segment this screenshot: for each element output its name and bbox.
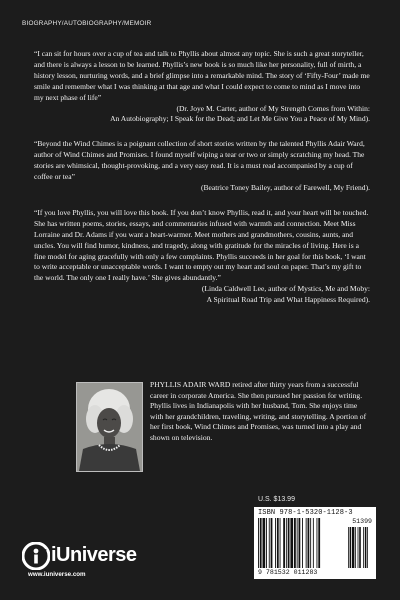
- endorsement-text: “I can sit for hours over a cup of tea and talk to Phyllis about almost any topic. She is such a great storyteller, and there is always a lesson to be learned. Phyllis’s new book is so much like her personality, full of mirth, a history lesson, nurturing words, and a brief glimpse into a remarkable mind. The story of ‘Fifty-Four’ made me smile and remember what I was thinking at that age and what I could expect to come to mind as I move into my next phase of life”: [34, 49, 370, 102]
- isbn-label: ISBN 978-1-5320-1128-3: [258, 509, 353, 517]
- iuniverse-logo-icon: [22, 542, 50, 570]
- endorsement-attribution: (Linda Caldwell Lee, author of Mystics, Me and Moby:: [201, 284, 370, 294]
- publisher-url: www.iuniverse.com: [28, 571, 86, 578]
- addon-digits: 51399: [352, 518, 372, 525]
- isbn-barcode: [254, 507, 376, 579]
- endorsement-attribution: (Beatrice Toney Bailey, author of Farewell, My Friend).: [200, 182, 370, 192]
- isbn-digits: 9 781532 011283: [258, 569, 318, 576]
- barcode-bars: [258, 518, 372, 568]
- endorsement-attribution: A Spiritual Road Trip and What Happiness Required).: [206, 295, 370, 305]
- endorsement-1: [34, 49, 370, 125]
- author-bio: PHYLLIS ADAIR WARD retired after thirty years from a successful career in corporate America. She then pursued her passion for writing. Phyllis lives in Indianapolis with her husband, Tom. She enjoys time with her grandchildren, traveling, writing, and storytelling. A portion of her first book, Wind Chimes and Promises, was turned into a play and shown on television.: [150, 380, 367, 442]
- endorsement-text: “Beyond the Wind Chimes is a poignant collection of short stories written by the talented Phyllis Adair Ward, author of Wind Chimes and Promises. I found myself wiping a tear or two or simply scratching my head. The stories are whimsical, thought-provoking, and a very easy read. It is a must read accompanied by a cup of coffee or tea”: [34, 139, 365, 182]
- endorsement-3: [34, 208, 370, 306]
- genre-label: BIOGRAPHY/AUTOBIOGRAPHY/MEMOIR: [22, 20, 152, 27]
- author-section: [76, 382, 370, 474]
- endorsement-2: [34, 139, 370, 194]
- endorsement-text: “If you love Phyllis, you will love this book. If you don’t know Phyllis, read it, and your heart will be touched. She has written poems, stories, essays, and commentaries infused with warmth and connection. Meet Miss Lorraine and Dr. Adams if you want a heart-warmer. Meet mothers and grandmothers, cousins, aunts, and uncles. You will find humor, kindness, and tragedy, along with gratitude for the miracles of living. Here is a fine model for aging gracefully with only a few complaints. Phyllis succeeds in her goal for this book, ‘I want to write acceptable or unacceptable words. I want to empty out my heart and soul on paper. That’s my gift to the world. The only one I really have.’ She gives abundantly.”: [34, 207, 369, 283]
- publisher-name: iUniverse: [51, 544, 137, 566]
- endorsements: [34, 49, 370, 320]
- endorsement-attribution: An Autobiography; I Speak for the Dead; and Let Me Give You a Peace of My Mind).: [110, 114, 370, 124]
- publisher-logo: [22, 540, 137, 584]
- author-photo: [76, 382, 143, 472]
- endorsement-attribution: (Dr. Joye M. Carter, author of My Strength Comes from Within:: [176, 103, 370, 113]
- price-label: U.S. $13.99: [258, 496, 295, 503]
